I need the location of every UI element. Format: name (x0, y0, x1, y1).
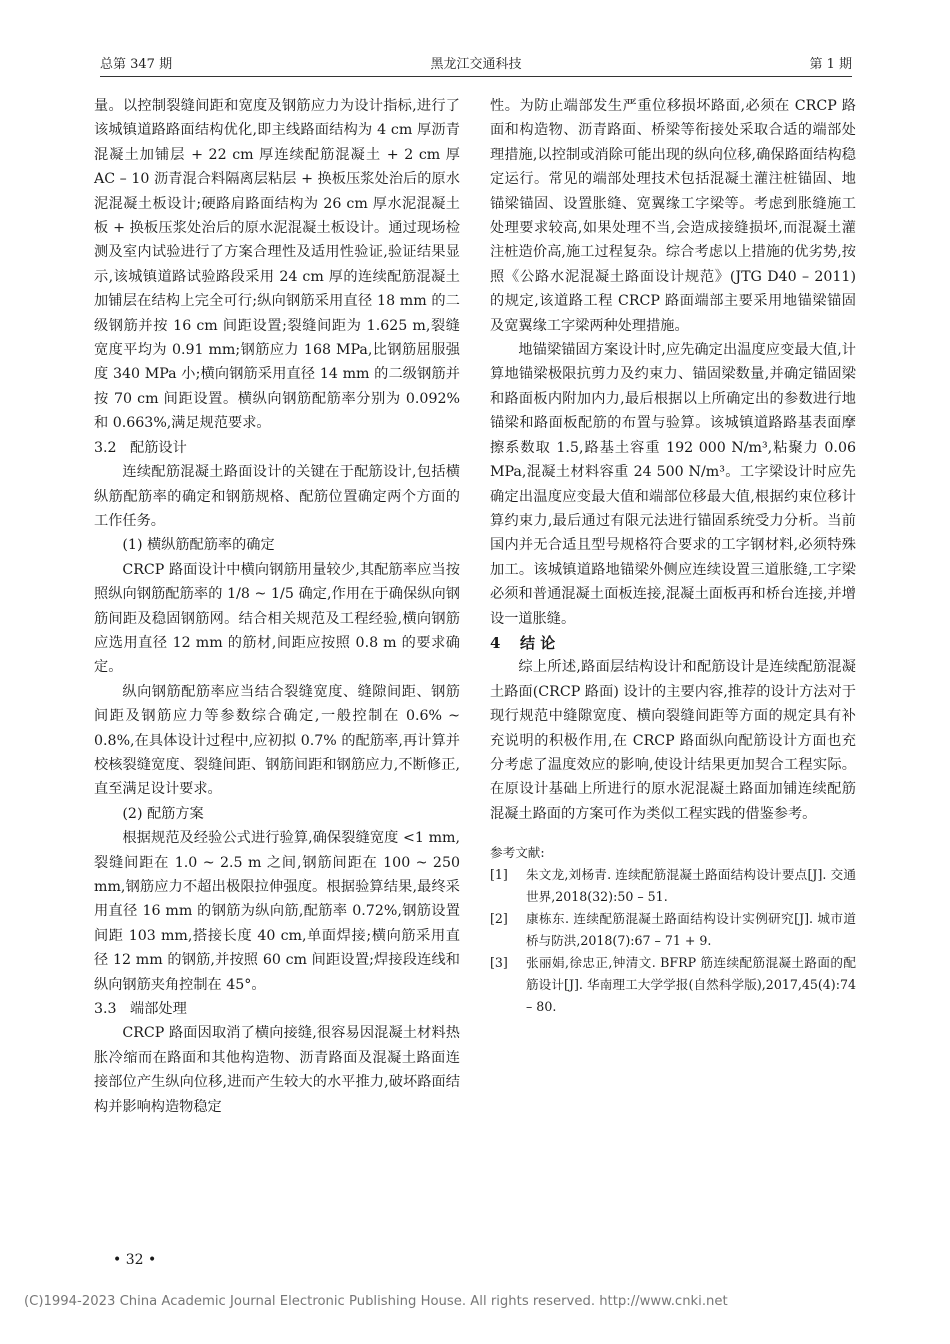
reference-text: 康栋东. 连续配筋混凝土路面结构设计实例研究[J]. 城市道桥与防洪,2018(7):67 – 71 + 9. (526, 911, 856, 949)
section-heading-4 (490, 631, 856, 655)
reference-item (490, 908, 856, 952)
running-header (100, 50, 852, 74)
reference-number: [1] (490, 867, 508, 883)
section-number: 3.2 (94, 439, 117, 456)
paragraph: 性。为防止端部发生严重位移损坏路面,必须在 CRCP 路面和构造物、沥青路面、桥梁等衔接处采取合适的端部处理措施,以控制或消除可能出现的纵向位移,确保路面结构稳定运行。常见的端部处理技术包括混凝土灌注桩锚固、地锚梁锚固、设置胀缝、宽翼缘工字梁等。考虑到胀缝施工处理要求较高,如果处理不当,会造成接缝损坏,而混凝土灌注桩造价高,施工过程复杂。综合考虑以上措施的优劣势,按照《公路水泥混凝土路面设计规范》(JTG D40 – 2011) 的规定,该道路工程 CRCP 路面端部主要采用地锚梁锚固及宽翼缘工字梁两种处理措施。 (490, 98, 856, 334)
issue-number: 第 1 期 (809, 57, 852, 72)
header-divider (100, 76, 852, 77)
section-title: 结 论 (520, 633, 556, 652)
left-column (94, 94, 460, 1119)
page-number: • 32 • (113, 1252, 157, 1268)
paragraph: 综上所述,路面层结构设计和配筋设计是连续配筋混凝土路面(CRCP 路面) 设计的主要内容,推荐的设计方法对于现行规范中缝隙宽度、横向裂缝间距等方面的规定具有补充说明的积极作用,在 CRCP 路面纵向配筋设计方面也充分考虑了温度效应的影响,使设计结果更加契合工程实际。在原设计基础上所进行的原水泥混凝土路面加铺连续配筋混凝土路面的方案可作为类似工程实践的借鉴参考。 (490, 659, 856, 822)
section-heading-3-2 (94, 436, 460, 460)
journal-name: 黑龙江交通科技 (430, 57, 522, 72)
section-number: 4 (490, 633, 501, 652)
section-number: 3.3 (94, 1001, 117, 1018)
section-title: 配筋设计 (130, 439, 187, 456)
paragraph: 根据规范及经验公式进行验算,确保裂缝宽度 <1 mm,裂缝间距在 1.0 ~ 2.5 m 之间,钢筋间距在 100 ~ 250 mm,钢筋应力不超出极限拉伸强度。根据验算结果,最终采用直径 16 mm 的钢筋为纵向筋,配筋率 0.72%,钢筋设置间距 103 mm,搭接长度 40 cm,单面焊接;横向筋采用直径 12 mm 的钢筋,并按照 60 cm 间距设置;焊接段连线和纵向钢筋夹角控制在 45°。 (94, 830, 460, 993)
paragraph: CRCP 路面因取消了横向接缝,很容易因混凝土材料热胀冷缩而在路面和其他构造物、沥青路面及混凝土路面连接部位产生纵向位移,进而产生较大的水平推力,破坏路面结构并影响构造物稳定 (94, 1025, 460, 1115)
section-heading-3-3 (94, 997, 460, 1021)
subheading: (1) 横纵筋配筋率的确定 (122, 537, 275, 554)
paragraph: 纵向钢筋配筋率应当结合裂缝宽度、缝隙间距、钢筋间距及钢筋应力等参数综合确定,一般控制在 0.6% ~ 0.8%,在具体设计过程中,应初拟 0.7% 的配筋率,再计算并校核裂缝宽度、裂缝间距、钢筋间距和钢筋应力,不断修正,直至满足设计要求。 (94, 683, 460, 798)
references-title: 参考文献: (490, 845, 545, 861)
reference-text: 张丽娟,徐忠正,钟清文. BFRP 筋连续配筋混凝土路面的配筋设计[J]. 华南理工大学学报(自然科学版),2017,45(4):74 – 80. (526, 955, 856, 1015)
right-column (490, 94, 856, 1018)
reference-text: 朱文龙,刘杨青. 连续配筋混凝土路面结构设计要点[J]. 交通世界,2018(32):50 – 51. (526, 867, 856, 905)
reference-number: [3] (490, 955, 508, 971)
reference-item (490, 864, 856, 908)
paragraph: 地锚梁锚固方案设计时,应先确定出温度应变最大值,计算地锚梁极限抗剪力及约束力、锚固梁数量,并确定锚固梁和路面板内附加内力,最后根据以上所确定出的参数进行地锚梁和路面板配筋的布置与验算。该城镇道路路基表面摩擦系数取 1.5,路基土容重 192 000 N/m³,粘聚力 0.06 MPa,混凝土材料容重 24 500 N/m³。工字梁设计时应先确定出温度应变最大值和端部位移最大值,根据约束位移计算约束力,最后通过有限元法进行锚固系统受力分析。当前国内并无合适且型号规格符合要求的工字钢材料,必须特殊加工。该城镇道路地锚梁外侧应连续设置三道胀缝,工字梁必须和普通混凝土面板连接,混凝土面板再和桥台连接,并增设一道胀缝。 (490, 342, 856, 627)
paragraph: 连续配筋混凝土路面设计的关键在于配筋设计,包括横纵筋配筋率的确定和钢筋规格、配筋位置确定两个方面的工作任务。 (94, 464, 460, 529)
references (490, 842, 856, 1018)
reference-number: [2] (490, 911, 508, 927)
reference-item (490, 952, 856, 1018)
subheading: (2) 配筋方案 (122, 805, 204, 822)
copyright-footer: (C)1994-2023 China Academic Journal Electronic Publishing House. All rights reserved. http://www.cnki.net (24, 1294, 728, 1309)
issue-label: 总第 347 期 (100, 57, 173, 72)
paragraph: CRCP 路面设计中横向钢筋用量较少,其配筋率应当按照纵向钢筋配筋率的 1/8 ~ 1/5 确定,作用在于确保纵向钢筋间距及稳固钢筋网。结合相关规范及工程经验,横向钢筋应选用直径 12 mm 的筋材,间距应按照 0.8 m 的要求确定。 (94, 561, 460, 676)
paragraph: 量。以控制裂缝间距和宽度及钢筋应力为设计指标,进行了该城镇道路路面结构优化,即主线路面结构为 4 cm 厚沥青混凝土加铺层 + 22 cm 厚连续配筋混凝土 + 2 cm 厚 AC – 10 沥青混合料隔离层粘层 + 换板压浆处治后的原水泥混凝土板设计;硬路肩路面结构为 26 cm 厚水泥混凝土板 + 换板压浆处治后的原水泥混凝土板设计。通过现场检测及室内试验进行了方案合理性及适用性验证,验证结果显示,该城镇道路试验路段采用 24 cm 厚的连续配筋混凝土加铺层在结构上完全可行;纵向钢筋采用直径 18 mm 的二级钢筋并按 16 cm 间距设置;裂缝间距为 1.625 m,裂缝宽度平均为 0.91 mm;钢筋应力 168 MPa,比钢筋屈服强度 340 MPa 小;横向钢筋采用直径 14 mm 的二级钢筋并按 70 cm 间距设置。横纵向钢筋配筋率分别为 0.092% 和 0.663%,满足规范要求。 (94, 98, 460, 432)
section-title: 端部处理 (130, 1001, 187, 1018)
